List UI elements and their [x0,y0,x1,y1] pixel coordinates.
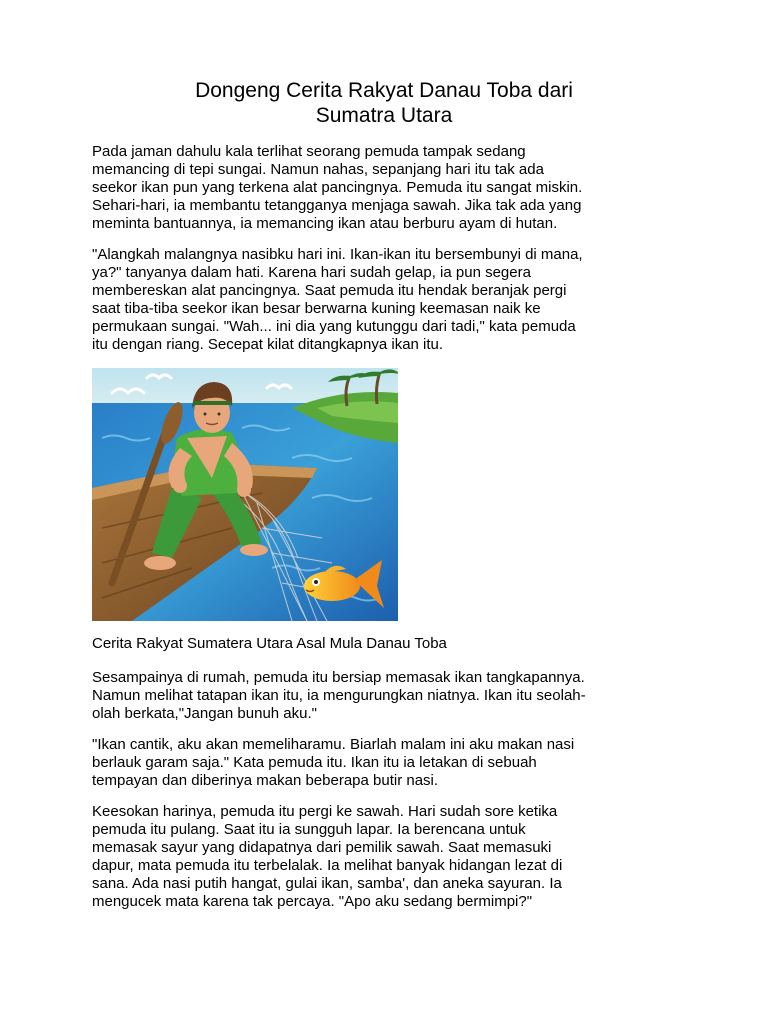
paragraph-4 [92,736,682,790]
text-line: membereskan alat pancingnya. Saat pemuda itu hendak beranjak pergi [92,282,567,299]
fisherman-boat-image [92,368,398,621]
fisherman-illustration [92,368,398,621]
title-line-2: Sumatra Utara [315,104,453,127]
text-line: Sehari-hari, ia membantu tetangganya menjaga sawah. Jika tak ada yang [92,197,582,214]
text-line: ya?" tanyanya dalam hati. Karena hari sudah gelap, ia pun segera [92,264,531,281]
paragraph-1 [92,143,682,233]
text-line: "Ikan cantik, aku akan memeliharamu. Biarlah malam ini aku makan nasi [92,736,575,753]
text-line: meminta bantuannya, ia memancing ikan atau berburu ayam di hutan. [92,215,558,232]
text-line: Namun melihat tatapan ikan itu, ia mengurungkan niatnya. Ikan itu seolah- [92,687,586,704]
text-line: memancing di tepi sungai. Namun nahas, sepanjang hari itu tak ada [92,161,544,178]
text-line: olah berkata,"Jangan bunuh aku." [92,705,317,722]
subheading-text: Cerita Rakyat Sumatera Utara Asal Mula Danau Toba [92,635,447,652]
text-line: seekor ikan pun yang terkena alat pancingnya. Pemuda itu sangat miskin. [92,179,583,196]
paragraph-2 [92,246,682,354]
text-line: Pada jaman dahulu kala terlihat seorang pemuda tampak sedang [92,143,526,160]
text-line: mengucek mata karena tak percaya. "Apo aku sedang bermimpi?" [92,893,533,910]
page-title [92,78,676,128]
text-line: itu dengan riang. Secepat kilat ditangkapnya ikan itu. [92,336,444,353]
text-line: memasak sayur yang didapatnya dari pemilik sawah. Saat memasuki [92,839,552,856]
paragraph-5 [92,803,682,911]
text-line: Sesampainya di rumah, pemuda itu bersiap memasak ikan tangkapannya. [92,669,585,686]
text-line: Keesokan harinya, pemuda itu pergi ke sawah. Hari sudah sore ketika [92,803,558,820]
text-line: "Alangkah malangnya nasibku hari ini. Ikan-ikan itu bersembunyi di mana, [92,246,583,263]
text-line: berlauk garam saja." Kata pemuda itu. Ikan itu ia letakan di sebuah [92,754,537,771]
title-line-1: Dongeng Cerita Rakyat Danau Toba dari [195,79,573,102]
paragraph-3 [92,669,682,723]
text-line: sana. Ada nasi putih hangat, gulai ikan, samba', dan aneka sayuran. Ia [92,875,562,892]
text-line: dapur, mata pemuda itu terbelalak. Ia melihat banyak hidangan lezat di [92,857,563,874]
text-line: permukaan sungai. "Wah... ini dia yang kutunggu dari tadi," kata pemuda [92,318,576,335]
text-line: tempayan dan diberinya makan beberapa butir nasi. [92,772,439,789]
text-line: saat tiba-tiba seekor ikan besar berwarna kuning keemasan naik ke [92,300,541,317]
section-subheading [92,635,682,653]
text-line: pemuda itu pulang. Saat itu ia sungguh lapar. Ia berencana untuk [92,821,526,838]
